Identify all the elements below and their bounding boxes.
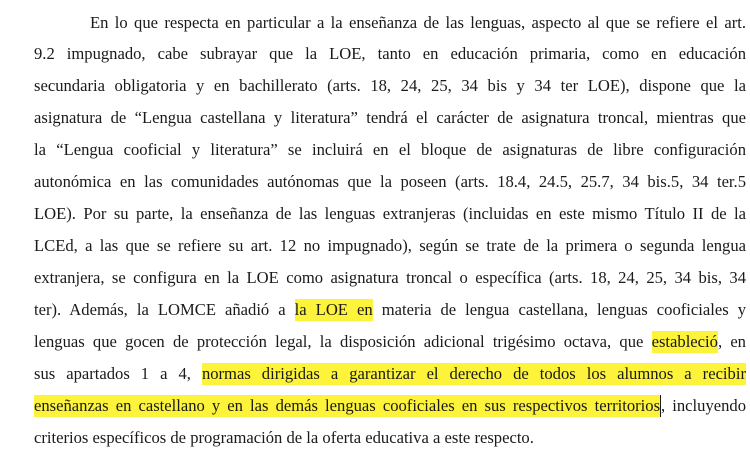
paragraph-line-8: LCEd, a las que se refiere su art. 12 no impugnado), según se trate de la primera o segunda lengua <box>34 236 746 255</box>
highlighted-text: normas dirigidas a garantizar el derecho de todos los alumnos a recibir <box>201 364 746 383</box>
line-text: , en <box>717 332 746 351</box>
line-text: sus apartados 1 a 4, <box>34 364 202 383</box>
line-text: materia de lengua castellana, lenguas cooficiales y <box>372 300 746 319</box>
highlighted-text: estableció <box>651 332 718 351</box>
paragraph-line-5: la “Lengua cooficial y literatura” se incluirá en el bloque de asignaturas de libre configuración <box>34 140 746 159</box>
line-text: ter). Además, la LOMCE añadió a <box>34 300 295 319</box>
paragraph-line-7: LOE). Por su parte, la enseñanza de las lenguas extranjeras (incluidas en este mismo Título II de la <box>34 204 746 223</box>
line-text: , incluyendo <box>661 396 747 415</box>
paragraph-line-12 <box>34 364 746 384</box>
paragraph-line-13 <box>34 396 746 416</box>
paragraph-line-14: criterios específicos de programación de la oferta educativa a este respecto. <box>34 428 534 447</box>
paragraph-line-1: En lo que respecta en particular a la enseñanza de las lenguas, aspecto al que se refiere el art. <box>90 13 746 32</box>
highlighted-text: enseñanzas en castellano y en las demás lenguas cooficiales en sus respectivos territorios <box>34 396 661 415</box>
paragraph-line-4: asignatura de “Lengua castellana y literatura” tendrá el carácter de asignatura troncal, mientras que <box>34 108 746 127</box>
highlighted-text: la LOE en <box>294 300 373 319</box>
paragraph-line-6: autonómica en las comunidades autónomas que la poseen (arts. 18.4, 24.5, 25.7, 34 bis.5, 34 ter.5 <box>34 172 746 191</box>
paragraph-line-11 <box>34 332 746 352</box>
line-text: lenguas que gocen de protección legal, la disposición adicional trigésimo octava, que <box>34 332 652 351</box>
paragraph-line-9: extranjera, se configura en la LOE como asignatura troncal o específica (arts. 18, 24, 25, 34 bis, 34 <box>34 268 746 287</box>
paragraph-line-10 <box>34 300 746 320</box>
paragraph-line-2: 9.2 impugnado, cabe subrayar que la LOE, tanto en educación primaria, como en educación <box>34 44 746 63</box>
paragraph-line-3: secundaria obligatoria y en bachillerato (arts. 18, 24, 25, 34 bis y 34 ter LOE), dispone que la <box>34 76 746 95</box>
